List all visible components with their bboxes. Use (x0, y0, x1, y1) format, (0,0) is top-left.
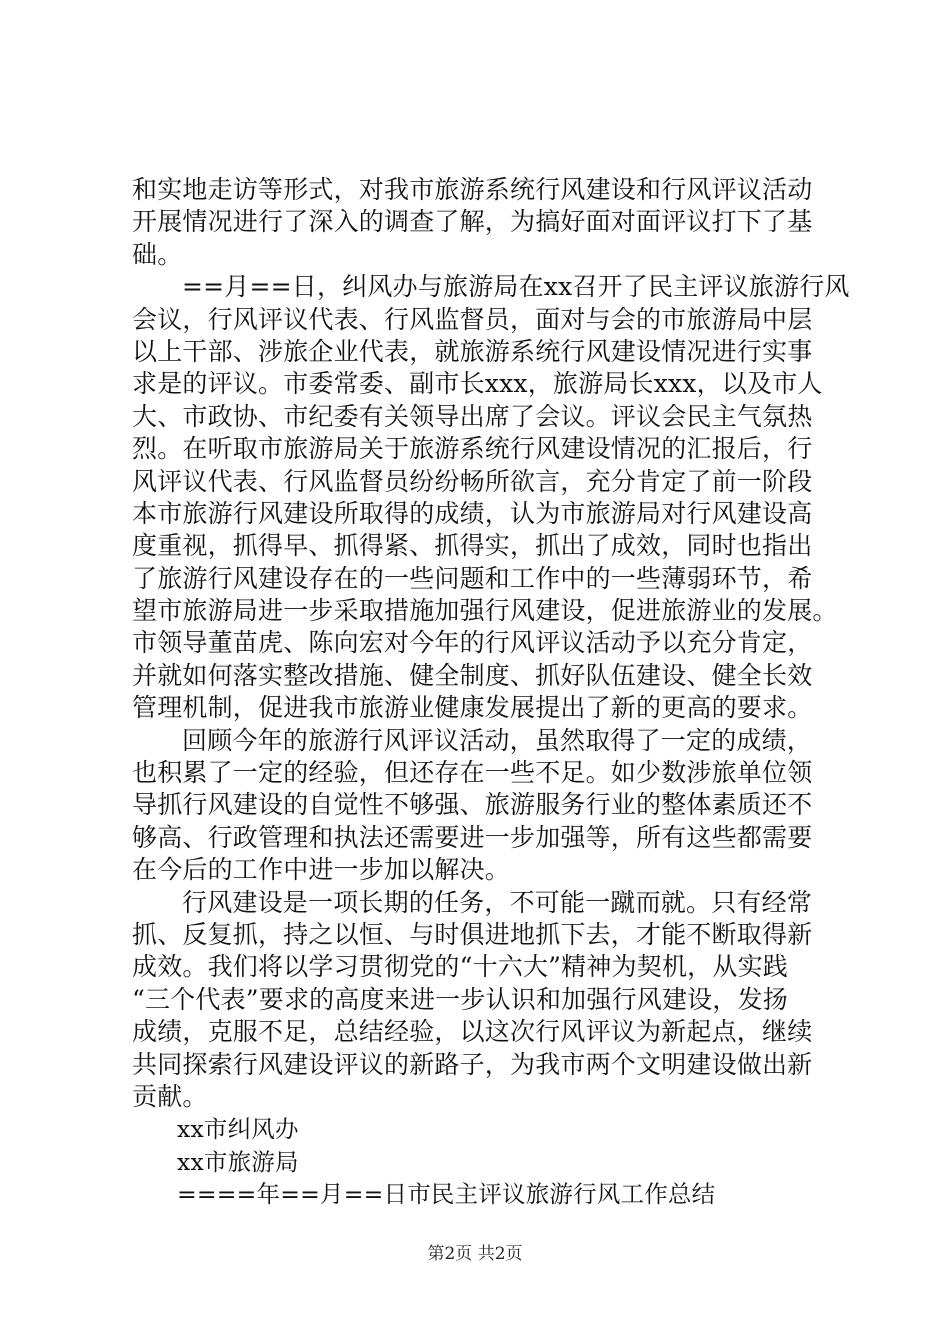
text-line: 也积累了一定的经验，但还存在一些不足。如少数涉旅单位领 (132, 758, 813, 788)
text-line: 求是的评议。市委常委、副市长xxx，旅游局长xxx，以及市人 (132, 369, 823, 399)
text-line: 并就如何落实整改措施、健全制度、抓好队伍建设、健全长效 (132, 660, 813, 690)
page-number: 第2页 共2页 (427, 1244, 523, 1264)
signature-org-2: xx市旅游局 (177, 1147, 299, 1176)
signature-date-title: ====年==月==日市民主评议旅游行风工作总结 (177, 1180, 716, 1209)
document-body (132, 174, 850, 1211)
paragraph-start-line: 行风建设是一项长期的任务，不可能一蹴而就。只有经常 (182, 887, 813, 917)
text-line: 望市旅游局进一步采取措施加强行风建设，促进旅游业的发展。 (132, 596, 838, 626)
text-line: 在今后的工作中进一步加以解决。 (132, 855, 511, 885)
text-line: 成效。我们将以学习贯彻党的“十六大”精神为契机，从实践 (132, 952, 788, 982)
text-line: 成绩，克服不足，总结经验，以这次行风评议为新起点，继续 (132, 1017, 813, 1047)
text-line: 风评议代表、行风监督员纷纷畅所欲言，充分肯定了前一阶段 (132, 466, 813, 496)
text-line: 开展情况进行了深入的调查了解，为搞好面对面评议打下了基 (132, 207, 813, 237)
paragraph-start-line: ==月==日，纠风办与旅游局在xx召开了民主评议旅游行风 (182, 272, 850, 302)
signature-org-1: xx市纠风办 (177, 1115, 299, 1144)
text-line: 会议，行风评议代表、行风监督员，面对与会的市旅游局中层 (132, 304, 813, 334)
text-line: 导抓行风建设的自觉性不够强、旅游服务行业的整体素质还不 (132, 790, 813, 820)
text-line: 础。 (132, 239, 183, 269)
text-line: 度重视，抓得早、抓得紧、抓得实，抓出了成效，同时也指出 (132, 531, 813, 561)
text-line: “三个代表”要求的高度来进一步认识和加强行风建设，发扬 (132, 984, 788, 1014)
text-line: 烈。在听取市旅游局关于旅游系统行风建设情况的汇报后，行 (132, 434, 813, 464)
text-line: 了旅游行风建设存在的一些问题和工作中的一些薄弱环节，希 (132, 563, 813, 593)
text-line: 本市旅游行风建设所取得的成绩，认为市旅游局对行风建设高 (132, 498, 813, 528)
text-line: 和实地走访等形式，对我市旅游系统行风建设和行风评议活动 (132, 175, 813, 204)
text-line: 贡献。 (132, 1081, 208, 1111)
text-line: 市领导董苗虎、陈向宏对今年的行风评议活动予以充分肯定， (132, 628, 813, 658)
text-line: 大、市政协、市纪委有关领导出席了会议。评议会民主气氛热 (132, 401, 813, 431)
paragraph-start-line: 回顾今年的旅游行风评议活动，虽然取得了一定的成绩， (182, 725, 813, 755)
text-line: 以上干部、涉旅企业代表，就旅游系统行风建设情况进行实事 (132, 336, 813, 366)
text-line: 共同探索行风建设评议的新路子，为我市两个文明建设做出新 (132, 1049, 813, 1079)
text-line: 管理机制，促进我市旅游业健康发展提出了新的更高的要求。 (132, 693, 813, 723)
text-line: 够高、行政管理和执法还需要进一步加强等，所有这些都需要 (132, 822, 813, 852)
text-line: 抓、反复抓，持之以恒、与时俱进地抓下去，才能不断取得新 (132, 919, 813, 949)
